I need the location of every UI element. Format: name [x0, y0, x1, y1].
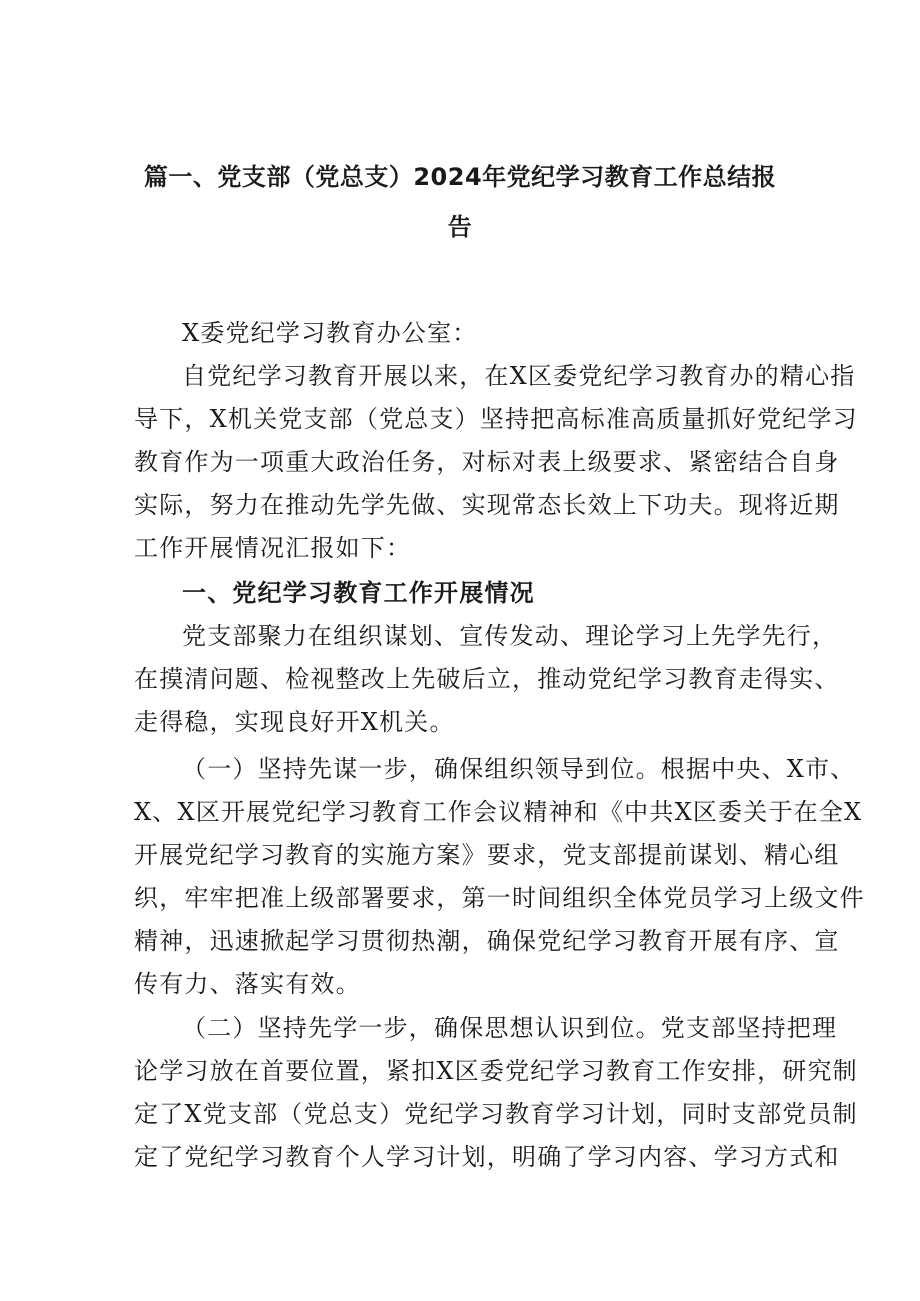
paragraph-line: 工作开展情况汇报如下：: [134, 534, 412, 562]
paragraph-line: 党支部聚力在组织谋划、宣传发动、理论学习上先学先行，: [182, 622, 838, 650]
paragraph-line: 定了X党支部（党总支）党纪学习教育学习计划，同时支部党员制: [134, 1100, 858, 1128]
paragraph-line: 传有力、落实有效。: [134, 970, 361, 998]
paragraph-line: 走得稳，实现良好开X机关。: [134, 708, 455, 736]
paragraph-line: 精神，迅速掀起学习贯彻热潮，确保党纪学习教育开展有序、宣: [134, 927, 840, 955]
document-title-line-2: 告: [447, 213, 473, 241]
paragraph-line: 实际，努力在推动先学先做、实现常态长效上下功夫。现将近期: [134, 491, 840, 519]
paragraph-line: 论学习放在首要位置，紧扣X区委党纪学习教育工作安排，研究制: [134, 1057, 858, 1085]
paragraph-line: 开展党纪学习教育的实施方案》要求，党支部提前谋划、精心组: [134, 841, 840, 869]
document-title-line-1: 篇一、党支部（党总支）2024年党纪学习教育工作总结报: [143, 163, 777, 191]
paragraph-line: （一）坚持先谋一步，确保组织领导到位。根据中央、X市、: [182, 755, 856, 783]
paragraph-line: X、X区开展党纪学习教育工作会议精神和《中共X区委关于在全X: [134, 798, 863, 826]
paragraph-line: 自党纪学习教育开展以来，在X区委党纪学习教育办的精心指: [182, 362, 856, 390]
paragraph-line: 织，牢牢把准上级部署要求，第一时间组织全体党员学习上级文件: [134, 884, 865, 912]
paragraph-line: 在摸清问题、检视整改上先破后立，推动党纪学习教育走得实、: [134, 665, 840, 693]
paragraph-line: （二）坚持先学一步，确保思想认识到位。党支部坚持把理: [182, 1014, 838, 1042]
paragraph-line: 教育作为一项重大政治任务，对标对表上级要求、紧密结合自身: [134, 448, 840, 476]
paragraph-line: 导下，X机关党支部（党总支）坚持把高标准高质量抓好党纪学习: [134, 405, 858, 433]
section-heading: 一、党纪学习教育工作开展情况: [182, 579, 535, 607]
paragraph-line: 定了党纪学习教育个人学习计划，明确了学习内容、学习方式和: [134, 1143, 840, 1171]
salutation: X委党纪学习教育办公室：: [182, 319, 478, 347]
